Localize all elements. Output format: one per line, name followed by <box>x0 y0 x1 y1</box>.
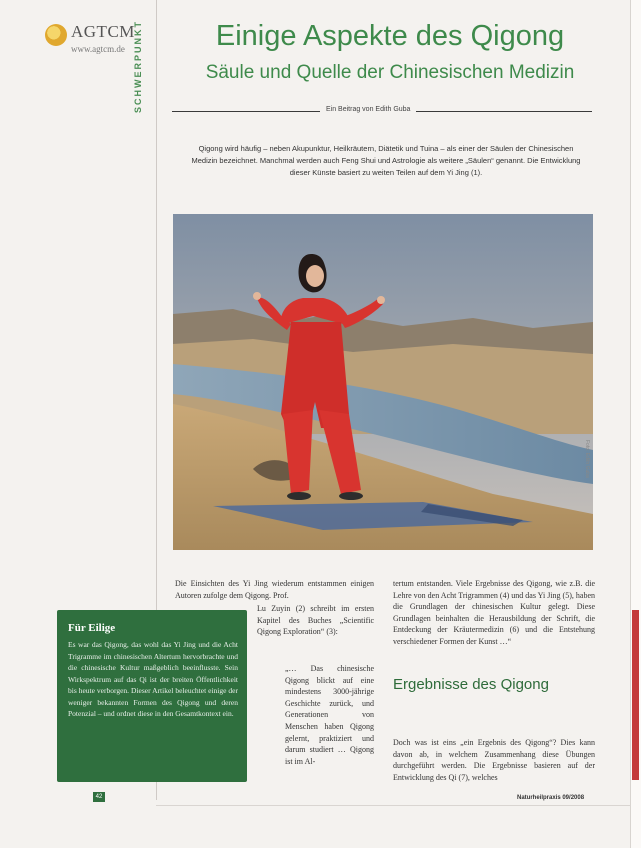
red-page-tab <box>632 610 639 780</box>
page-number: 42 <box>93 792 105 802</box>
body-text-col2-bottom: Doch was ist eins „ein Ergebnis des Qigong“? Dies kann davon ab, in welchem Zusammenhang diese Übungen durchgeführt werden. Die Ergebnisse basieren auf der Entwicklung des Qi (7), welches <box>393 738 595 782</box>
logo-name: AGTCM <box>71 22 135 41</box>
photo-credit: Foto: Edith Guba <box>584 440 590 478</box>
body-text-col2-top: tertum entstanden. Viele Ergebnisse des Qigong, wie z.B. die Lehre von den Acht Trigrammen (4) und das Yi Jing (5), haben die Grundlagen der chinesischen Kultur gelegt. Diese Grundlagen beinhalten die Herausbildung der Schrift, die Entdeckung der Kräutermedizin (6) und die Entstehung verschiedener Formen der Kunst …“ <box>393 579 595 646</box>
footer-publication: Naturheilpraxis 09/2008 <box>517 795 585 801</box>
section-heading: Ergebnisse des Qigong <box>393 676 549 693</box>
summary-box-text: Es war das Qigong, das wohl das Yi Jing und die Acht Trigramme im chinesischen Altertum hervorbrachte und die chinesische Kultur maßgeblich beeinflusste. Sein Wirkspektrum auf das Qi ist der breiten Öffentlichkeit bis heute verborgen. Dieser Artikel beleuchtet einige der weniger bekannten Formen des Qigong und deren Potenzial – und ordnet diese in den Gesamtkontext ein. <box>68 640 238 718</box>
logo-url: www.agtcm.de <box>71 44 125 54</box>
section-label-text: SCHWERPUNKT <box>133 20 143 113</box>
qigong-photo-illustration <box>173 214 593 550</box>
article-subtitle: Säule und Quelle der Chinesischen Medizin <box>205 62 575 83</box>
byline: Ein Beitrag von Edith Guba <box>320 106 416 113</box>
body-text-col1-quote: „… Das chinesische Qigong blickt auf eine mindestens 3000-jährige Geschichte zurück, und Generationen von Menschen haben Qigong gelernt, praktiziert und darum studiert … Qigong ist im Al- <box>285 664 374 766</box>
article-title: Einige Aspekte des Qigong <box>215 20 565 52</box>
section-label <box>133 20 147 120</box>
article-photo <box>173 214 593 550</box>
body-text-col1-mid: Lu Zuyin (2) schreibt im ersten Kapitel des Buches „Scientific Qigong Exploration“ (3): <box>257 604 374 637</box>
intro-paragraph: Qigong wird häufig – neben Akupunktur, Heilkräutern, Diätetik und Tuina – als einer der Säulen der Chinesischen Medizin bezeichnet. Manchmal werden auch Feng Shui und Astrologie als weitere „Säulen“ genannt. Die Entwicklung dieser Künste basiert zu weiten Teilen auf dem Yi Jing (1). <box>191 144 581 177</box>
summary-box-title: Für Eilige <box>68 622 116 634</box>
logo-emblem-icon <box>45 24 67 46</box>
footer-divider <box>156 805 631 806</box>
body-text-col1-top: Die Einsichten des Yi Jing wiederum entstammen einigen Autoren zufolge dem Qigong. Prof. <box>175 579 374 600</box>
